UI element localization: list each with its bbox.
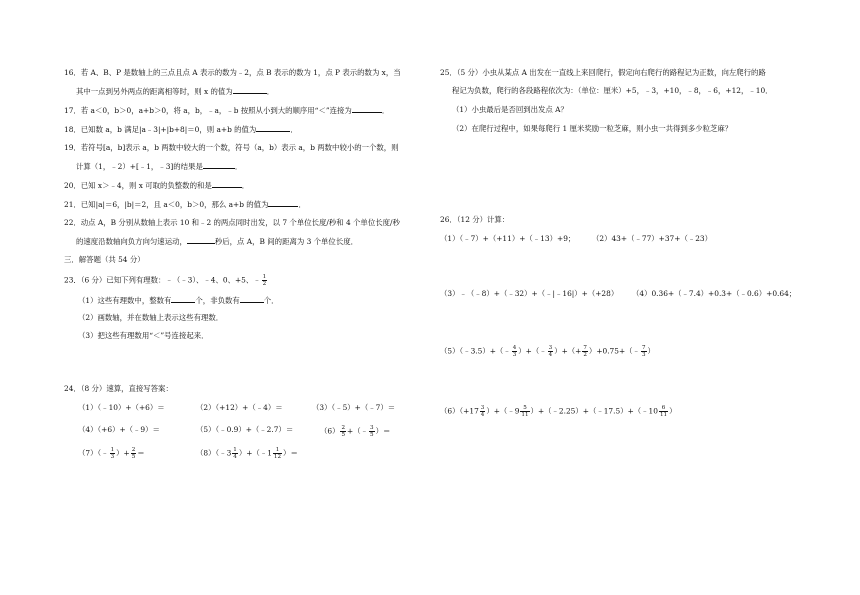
label: （6）（+17: [440, 406, 479, 416]
fraction: [232, 447, 238, 460]
q26-item-6: [440, 405, 677, 418]
op: +（﹣: [347, 426, 369, 436]
op: ＝: [137, 448, 145, 458]
question-22-text-2: 秒后，点 A，B 间的距离为 3 个单位长度．: [214, 237, 358, 246]
question-22-text: 的速度沿数轴向负方向匀速运动，: [76, 237, 187, 246]
question-19-text: 计算（1，﹣2）+[﹣1，﹣3]的结果是: [76, 162, 203, 171]
punct: ．: [241, 181, 250, 190]
label: （7）（﹣: [78, 448, 109, 458]
question-21-text: 21．已知|a|＝6，|b|＝2，且 a＜0，b＞0，那么 a+b 的值为: [64, 200, 269, 209]
denominator: 11: [521, 412, 529, 418]
q24-item-8: [196, 447, 298, 460]
op: ）: [647, 346, 655, 356]
section-3-heading: 三．解答题（共 54 分）: [64, 255, 145, 264]
fraction: [110, 447, 116, 460]
question-23-text: 23．（6 分）已知下列有理数：﹣（﹣3）、﹣4、0、+5、﹣: [64, 275, 261, 285]
answer-blank[interactable]: [203, 161, 235, 169]
denominator: 5: [370, 432, 374, 438]
answer-blank[interactable]: [240, 295, 264, 303]
fraction: [369, 425, 375, 438]
fraction: [641, 345, 647, 358]
numerator: 3: [548, 345, 553, 351]
label: （8）（﹣3: [196, 448, 232, 458]
question-19-line-2: [76, 161, 242, 172]
question-23-sub-2: （2）画数轴，并在数轴上表示这些有理数．: [78, 313, 224, 322]
numerator: 1: [273, 447, 282, 454]
denominator: 4: [233, 454, 237, 460]
answer-blank[interactable]: [352, 105, 382, 113]
denominator: 3: [110, 454, 115, 460]
punct: ．: [290, 125, 298, 134]
denominator: 3: [512, 352, 517, 358]
numerator: 1: [233, 447, 237, 453]
answer-blank[interactable]: [233, 86, 267, 94]
denominator: 3: [641, 352, 646, 358]
numerator: 7: [641, 345, 646, 351]
question-17-text: 17．若 a＜0，b＞0，a+b＞0，将 a，b，﹣a，﹣b 按照从小到大的顺序用“＜”连接为: [64, 106, 352, 115]
numerator: 7: [583, 345, 587, 351]
q26-item-2: （2）43+（﹣77）+37+（﹣23）: [592, 234, 713, 243]
q24-item-3: （3）（﹣5）+（﹣7）＝: [312, 403, 396, 412]
denominator: 5: [131, 454, 136, 460]
fraction: [480, 405, 486, 418]
sub-text: （1）这些有理数中，整数有: [78, 296, 172, 305]
op: ）+（﹣1: [238, 448, 272, 458]
question-22-line-2: [76, 236, 358, 247]
punct: ．: [266, 87, 275, 96]
fraction: [273, 447, 282, 460]
denominator: 12: [273, 454, 282, 460]
q24-item-6: [320, 425, 390, 438]
question-16-text: 其中一点到另外两点的距离相等时，则 x 的值为: [76, 87, 233, 96]
question-25-line-2: 程记为负数，爬行的各段路程依次为：（单位：厘米）+5，﹣3，+10，﹣8，﹣6，+12，﹣10．: [452, 86, 773, 95]
numerator: 1: [262, 274, 267, 280]
question-21: [64, 199, 306, 210]
denominator: 5: [341, 432, 346, 438]
answer-blank[interactable]: [171, 295, 195, 303]
op: ）+: [116, 448, 130, 458]
q26-item-5: [440, 345, 655, 358]
q24-item-7: [78, 447, 145, 460]
numerator: 3: [480, 405, 485, 411]
punct: ．: [381, 106, 390, 115]
op: ）+0.75+（﹣: [588, 346, 640, 356]
punct: ．: [298, 200, 306, 209]
question-17: [64, 105, 389, 116]
question-25-sub-2: （2）在爬行过程中，如果每爬行 1 厘米奖励一粒芝麻，则小虫一共得到多少粒芝麻？: [452, 124, 733, 133]
question-18: [64, 124, 298, 135]
q24-item-1: （1）（﹣10）+（+6）＝: [78, 403, 165, 412]
numerator: 1: [110, 447, 115, 453]
fraction: [131, 447, 137, 460]
op: ）+（+: [554, 346, 582, 356]
numerator: 2: [341, 425, 346, 431]
fraction: [582, 345, 588, 358]
q24-item-4: （4）（+6）+（﹣9）＝: [78, 425, 160, 434]
question-23-sub-3: （3）把这些有理数用“＜”号连接起来．: [78, 331, 209, 340]
fraction: [659, 405, 668, 418]
left-column: [64, 0, 454, 595]
question-19-line-1: 19．若符号[a，b]表示 a，b 两数中较大的一个数，符号（a，b）表示 a，b 两数中较小的一个数，则: [64, 143, 399, 152]
q24-item-5: （5）（﹣0.9）+（﹣2.7）＝: [196, 425, 294, 434]
sub-text: 个，非负数有: [195, 296, 240, 305]
op: ）＝: [283, 448, 298, 458]
answer-blank[interactable]: [256, 124, 290, 132]
question-23: [64, 274, 268, 287]
question-25-line-1: 25．（5 分）小虫从某点 A 出发在一直线上来回爬行，假定向右爬行的路程记为正数，向左爬行的路: [440, 68, 766, 77]
fraction: [548, 345, 554, 358]
op: ）: [669, 406, 677, 416]
label: （6）: [320, 426, 340, 436]
denominator: 4: [548, 352, 553, 358]
fraction: [340, 425, 346, 438]
right-column: [440, 0, 830, 595]
question-24: 24．（8 分）速算，直接写答案：: [64, 384, 173, 393]
fraction: [520, 405, 529, 418]
question-23-sub-1: [78, 295, 279, 306]
question-26: 26．（12 分）计算：: [440, 215, 510, 224]
label: （5）（﹣3.5）+（﹣: [440, 346, 511, 356]
op: ）＝: [375, 426, 391, 436]
question-18-text: 18．已知数 a，b 满足|a﹣3|+|b+8|＝0，则 a+b 的值为: [64, 125, 257, 134]
numerator: 4: [512, 345, 517, 351]
op: ）+（﹣2.25）+（﹣17.5）+（﹣10: [530, 406, 658, 416]
question-16-line-1: 16．若 A、B、P 是数轴上的三点且点 A 表示的数为﹣2，点 B 表示的数为 1，点 P 表示的数为 x，当: [64, 68, 401, 77]
op: ）+（﹣9: [486, 406, 520, 416]
q24-item-2: （2）（+12）+（﹣4）＝: [196, 403, 283, 412]
denominator: 2: [262, 281, 267, 287]
question-22-line-1: 22．动点 A，B 分别从数轴上表示 10 和﹣2 的两点同时出发，以 7 个单位长度/秒和 4 个单位长度/秒: [64, 218, 400, 227]
numerator: 3: [370, 425, 374, 431]
numerator: 2: [131, 447, 136, 453]
op: ）+（﹣: [518, 346, 547, 356]
denominator: 11: [659, 412, 668, 418]
punct: ．: [234, 162, 243, 171]
answer-blank[interactable]: [212, 180, 242, 188]
question-25-sub-1: （1）小虫最后是否回到出发点 A？: [452, 105, 568, 114]
question-20-text: 20．已知 x＞﹣4，则 x 可取的负整数的和是: [64, 181, 212, 190]
question-16-line-2: [76, 86, 274, 97]
sub-text: 个．: [263, 296, 279, 305]
numerator: 6: [659, 405, 668, 412]
q26-item-1: （1）（﹣7）+（+11）+（﹣13）+9；: [440, 234, 576, 243]
numerator: 5: [520, 405, 529, 412]
denominator: 2: [583, 352, 587, 358]
q26-item-3: （3）﹣（﹣8）+（﹣32）+（﹣|﹣16|）+（+28）: [440, 289, 619, 298]
denominator: 4: [480, 412, 485, 418]
q26-item-4: （4）0.36+（﹣7.4）+0.3+（﹣0.6）+0.64；: [632, 289, 797, 298]
answer-blank[interactable]: [187, 236, 215, 244]
question-20: [64, 180, 249, 191]
fraction: [262, 274, 268, 287]
fraction: [512, 345, 518, 358]
answer-blank[interactable]: [268, 199, 298, 207]
